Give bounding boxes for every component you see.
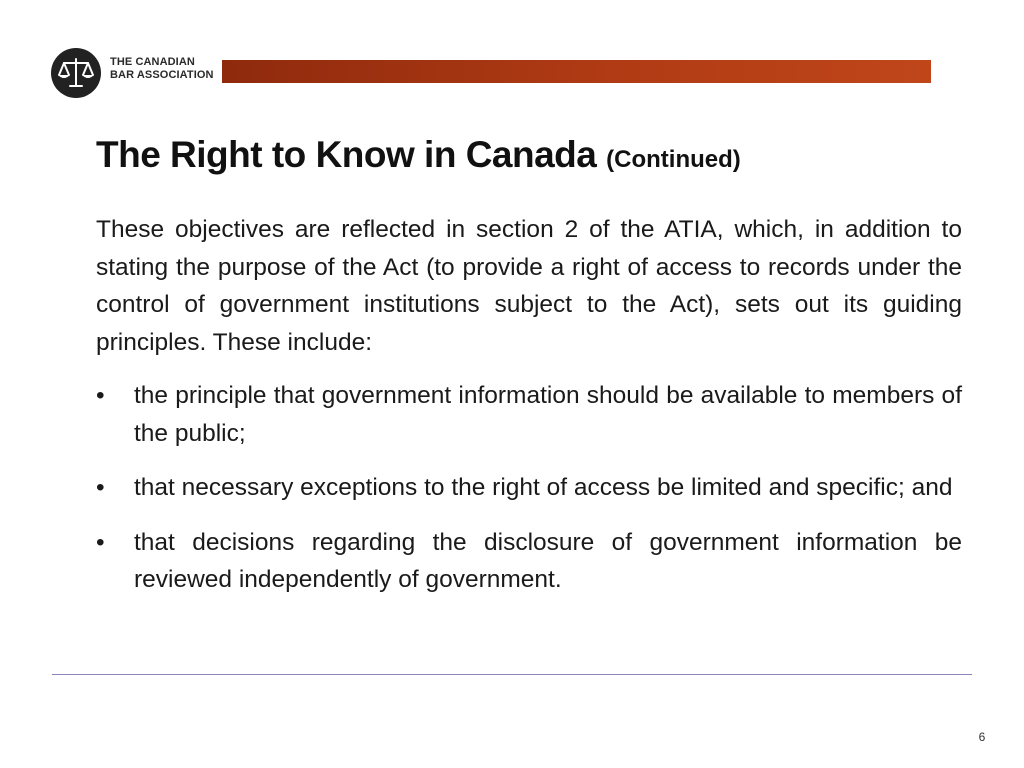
organization-name bbox=[110, 56, 214, 82]
list-item-text: that necessary exceptions to the right of access be limited and specific; and bbox=[134, 474, 953, 501]
principles-list bbox=[96, 377, 962, 599]
header-accent-bar bbox=[222, 60, 931, 83]
footer-divider bbox=[52, 674, 972, 675]
organization-name-line2: BAR ASSOCIATION bbox=[110, 69, 214, 81]
list-item bbox=[96, 524, 962, 599]
bullet-icon: • bbox=[96, 528, 105, 556]
page-number: 6 bbox=[978, 730, 986, 744]
slide-title-main: The Right to Know in Canada bbox=[96, 134, 597, 175]
slide-title bbox=[96, 132, 741, 183]
bullet-icon: • bbox=[96, 382, 105, 409]
organization-name-line1: THE CANADIAN bbox=[110, 56, 195, 68]
slide-body bbox=[96, 211, 962, 616]
list-item bbox=[96, 469, 962, 507]
cba-logo-icon bbox=[50, 47, 102, 99]
slide-title-suffix: (Continued) bbox=[606, 146, 741, 173]
intro-paragraph: These objectives are reflected in section 2 of the ATIA, which, in addition to stating the purpose of the Act (to provide a right of access to records under the control of government institutions subject to the Act), sets out its guiding principles. These include: bbox=[96, 216, 962, 356]
list-item-text: that decisions regarding the disclosure of government information be reviewed independently of government. bbox=[134, 528, 962, 593]
list-item-text: the principle that government information should be available to members of the public; bbox=[134, 382, 962, 447]
bullet-icon: • bbox=[96, 474, 105, 501]
list-item bbox=[96, 377, 962, 452]
